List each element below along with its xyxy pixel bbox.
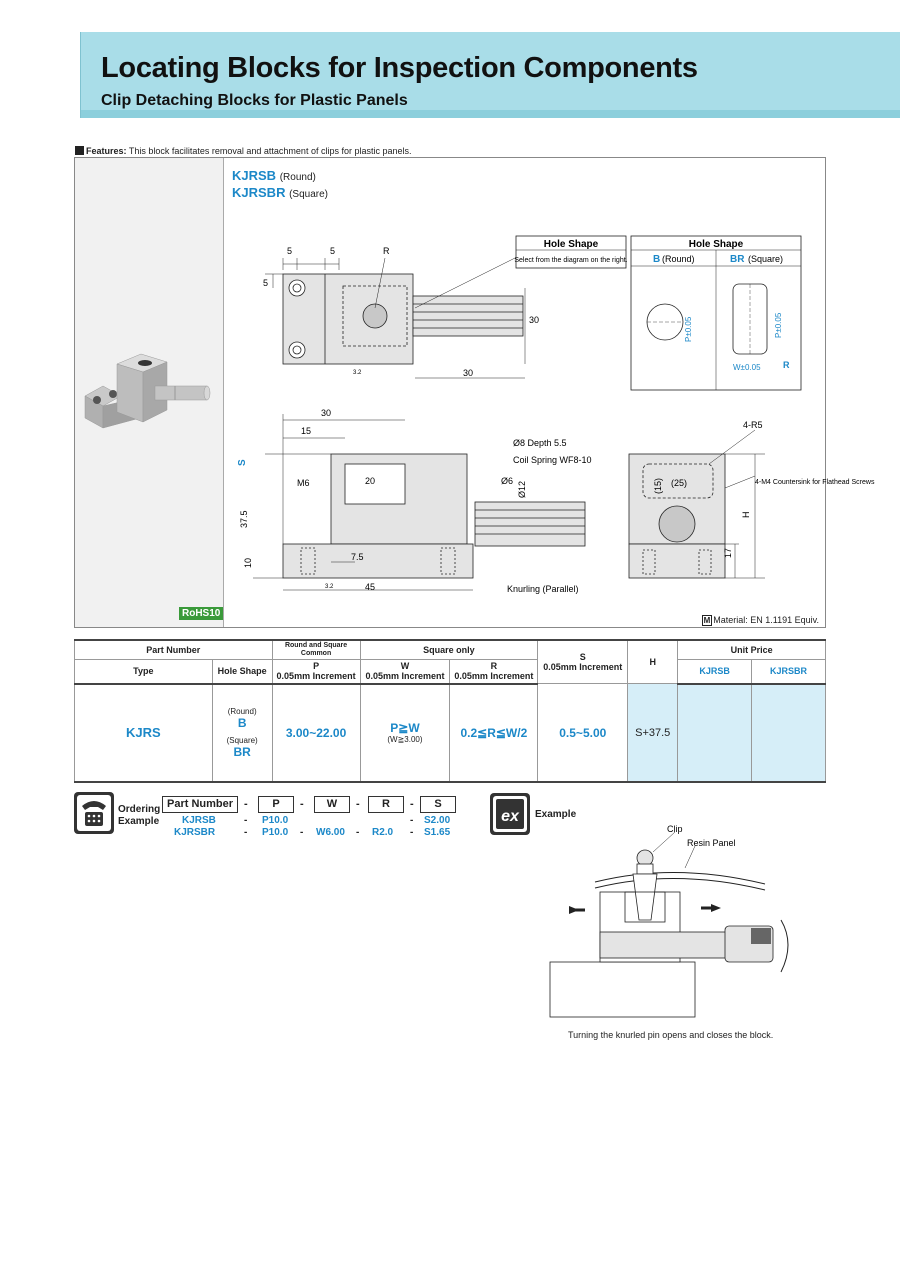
page-subtitle: Clip Detaching Blocks for Plastic Panels [101, 92, 408, 109]
dim-5a: 5 [287, 246, 293, 256]
order-row2-s: S1.65 [424, 827, 451, 838]
material-badge: M [703, 616, 711, 625]
dim-5b: 5 [330, 246, 336, 256]
hole-p-round: P±0.05 [684, 316, 693, 342]
order-row2-p: P10.0 [262, 827, 289, 838]
features-text: This block facilitates removal and attachment of clips for plastic panels. [128, 146, 412, 156]
order-row1-dash1: - [244, 815, 248, 826]
th-hole-shape: Hole Shape [212, 660, 272, 684]
header-shade [81, 110, 900, 118]
hole-shape-title: Hole Shape [543, 239, 599, 250]
cell-hole-shape [212, 684, 272, 782]
dim-4r5: 4-R5 [743, 420, 763, 430]
hole-b-note: (Round) [662, 254, 695, 264]
th-w-inc: 0.05mm Increment [365, 671, 445, 682]
dim-phi12: Ø12 [517, 480, 527, 498]
product-photo-column [75, 158, 224, 627]
th-kjrsbr: KJRSBR [752, 660, 826, 684]
features-label: Features: [86, 146, 127, 156]
th-p [272, 660, 360, 684]
features-line [75, 146, 412, 156]
order-box-part-number: Part Number [162, 796, 238, 813]
th-part-number: Part Number [75, 640, 273, 660]
example-label: Example [535, 809, 577, 820]
th-kjrsb: KJRSB [678, 660, 752, 684]
order-row2-w: W6.00 [316, 827, 345, 838]
dim-r: R [383, 246, 390, 256]
square-code: BR [233, 744, 251, 759]
drawing-panel [74, 157, 875, 628]
dim-7-5: 7.5 [351, 552, 364, 562]
dim-s: S [237, 459, 248, 466]
order-box-p: P [258, 796, 294, 813]
dim-37-5: 37.5 [239, 510, 249, 528]
spec-table [74, 639, 826, 783]
ordering-example [74, 792, 494, 842]
order-row1-s: S2.00 [424, 815, 451, 826]
th-w-label: W [400, 661, 410, 672]
order-box-r: R [368, 796, 404, 813]
roughness-b: 3.2 [325, 584, 334, 590]
th-unit-price: Unit Price [678, 640, 826, 660]
ex-badge-text: ex [501, 808, 519, 825]
product-photo [75, 338, 224, 638]
page-header [80, 32, 900, 118]
dim-25p: (25) [671, 478, 688, 488]
th-type: Type [75, 660, 213, 684]
ordering-label-2: Example [118, 816, 160, 827]
order-row2-dash2: - [300, 827, 304, 838]
th-h: H [628, 640, 678, 684]
dim-phi6: Ø6 [501, 476, 514, 486]
order-row1-pn: KJRSB [182, 815, 216, 826]
cell-price-kjrsb [678, 684, 752, 782]
cell-p-range: 3.00~22.00 [272, 684, 360, 782]
knurling: Knurling (Parallel) [507, 584, 579, 594]
th-w [360, 660, 450, 684]
side-view [629, 454, 725, 578]
dim-phi8: Ø8 Depth 5.5 [513, 438, 567, 448]
phone-icon [74, 792, 114, 834]
th-p-label: P [313, 661, 320, 672]
dim-30-top: 30 [321, 408, 332, 418]
example-caption: Turning the knurled pin opens and closes the block. [568, 1030, 774, 1040]
dim-15p: (15) [653, 477, 663, 494]
cell-r: 0.2≦R≦W/2 [450, 684, 538, 782]
hole-br: BR [730, 254, 745, 265]
dim-30-bottom: 30 [463, 368, 474, 378]
model-kjrsb-note: (Round) [279, 172, 316, 183]
order-row2-dash4: - [410, 827, 414, 838]
dim-30-right: 30 [529, 315, 540, 325]
th-p-inc: 0.05mm Increment [276, 671, 356, 682]
model-kjrsb-name: KJRSB [232, 168, 277, 183]
technical-drawing [225, 158, 875, 608]
th-round-square: Round and Square Common [272, 640, 360, 660]
ordering-label-1: Ordering [118, 804, 161, 815]
order-dash-1: - [244, 798, 248, 810]
model-kjrsbr-name: KJRSBR [232, 185, 286, 200]
roughness-a: 3.2 [353, 370, 362, 376]
front-view [283, 454, 585, 578]
order-row2-pn: KJRSBR [174, 827, 216, 838]
cell-w [360, 684, 450, 782]
order-row2-r: R2.0 [372, 827, 394, 838]
th-r-label: R [490, 661, 498, 672]
dim-10: 10 [243, 557, 253, 568]
w-note: (W≧3.00) [387, 735, 423, 745]
dim-17: 17 [723, 547, 733, 558]
hole-p-square: P±0.05 [774, 312, 783, 338]
rohs-badge: RoHS10 [179, 607, 223, 620]
order-dash-2: - [300, 798, 304, 810]
ordering-label [118, 804, 160, 828]
material-text: Material: EN 1.1191 Equiv. [713, 615, 819, 625]
cell-price-kjrsbr [752, 684, 826, 782]
material-note [702, 615, 819, 626]
hole-br-note: (Square) [748, 254, 784, 264]
hole-shape-callout [514, 236, 627, 268]
bullet-square-icon [75, 146, 84, 155]
th-s-label: S [579, 651, 586, 662]
model-kjrsbr-note: (Square) [289, 189, 328, 200]
cell-h: S+37.5 [628, 684, 678, 782]
label-resin-panel: Resin Panel [687, 838, 736, 848]
order-row1-dash2: - [410, 815, 414, 826]
th-s-inc: 0.05mm Increment [543, 662, 623, 673]
hole-b: B [653, 254, 661, 265]
top-view [283, 274, 523, 364]
dim-15: 15 [301, 426, 312, 436]
th-r-inc: 0.05mm Increment [454, 671, 534, 682]
th-square-only: Square only [360, 640, 538, 660]
cell-type: KJRS [75, 684, 213, 782]
countersink-note: 4-M4 Countersink for Flathead Screws [755, 479, 875, 486]
hole-shape-table [631, 236, 801, 390]
hole-shape-title2: Hole Shape [688, 239, 744, 250]
order-dash-3: - [356, 798, 360, 810]
square-note: (Square) [226, 735, 258, 745]
dim-5c: 5 [263, 278, 269, 288]
w-cond: P≧W [390, 721, 420, 736]
label-clip: Clip [667, 824, 683, 834]
hole-r: R [783, 360, 790, 370]
order-row2-dash1: - [244, 827, 248, 838]
hole-shape-note: Select from the diagram on the right. [514, 257, 628, 264]
round-code: B [237, 715, 247, 730]
cell-s: 0.5~5.00 [538, 684, 628, 782]
page-title: Locating Blocks for Inspection Components [101, 52, 698, 84]
dim-45: 45 [365, 582, 376, 592]
dim-20: 20 [365, 476, 376, 486]
coil-spring: Coil Spring WF8-10 [513, 455, 592, 465]
order-box-s: S [420, 796, 456, 813]
order-row1-p: P10.0 [262, 815, 289, 826]
order-box-w: W [314, 796, 350, 813]
th-s [538, 640, 628, 684]
dim-m6: M6 [297, 478, 310, 488]
dim-h: H [741, 511, 751, 518]
example-diagram [545, 822, 805, 1022]
ex-badge [490, 793, 530, 835]
order-dash-4: - [410, 798, 414, 810]
round-note: (Round) [227, 706, 257, 716]
hole-w: W±0.05 [733, 363, 761, 372]
th-r [450, 660, 538, 684]
order-row2-dash3: - [356, 827, 360, 838]
